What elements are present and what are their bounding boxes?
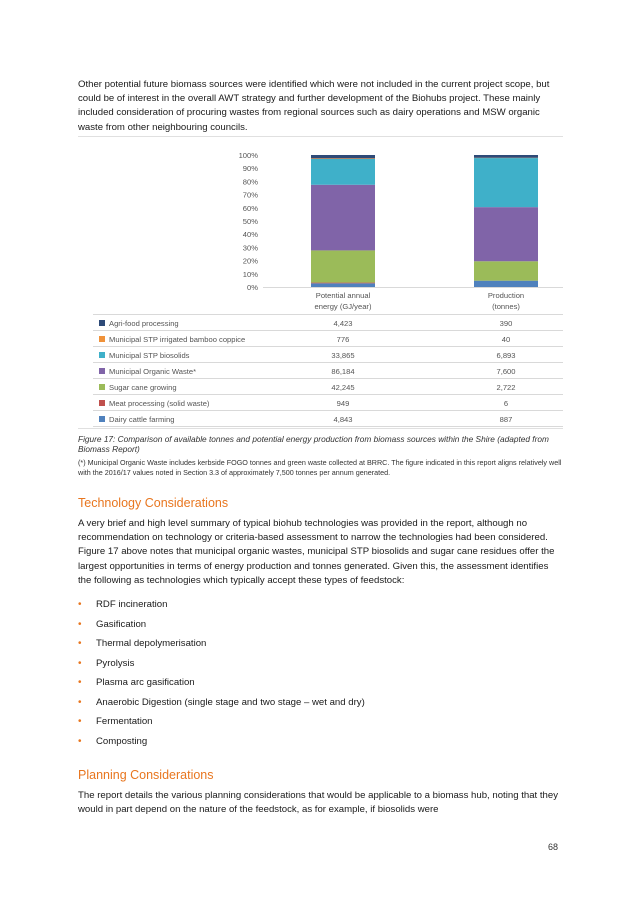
legend-swatch [99,320,105,326]
y-tick-label: 80% [242,177,258,187]
table-value: 40 [501,335,511,344]
bullet-icon: • [78,735,82,747]
bar-segment [474,207,538,261]
bullet-icon: • [78,599,82,610]
bar-segment [311,159,375,185]
x-category-label: Production [487,291,525,300]
bar-segment [311,185,375,251]
planning-heading: Planning Considerations [78,768,214,782]
bullet-icon: • [78,677,82,688]
legend-label: Dairy cattle farming [109,415,175,424]
bar-stacks [311,155,538,287]
table-value: 4,423 [333,319,353,328]
bar-segment [474,281,538,287]
legend-label: Municipal Organic Waste* [109,367,197,376]
legend-label: Sugar cane growing [109,383,177,392]
list-item: • Thermal depolymerisation [78,638,207,649]
list-item: • Pyrolysis [78,657,135,669]
list-item: • RDF incineration [78,599,168,610]
figure-caption: Figure 17: Comparison of available tonnes and potential energy production from biomass sources within the Shire (adapted from Biomass Report) [78,434,549,455]
y-tick-label: 30% [242,243,258,253]
list-item: • Fermentation [78,716,153,727]
y-tick-label: 0% [247,283,258,292]
y-tick-label: 90% [242,164,258,174]
planning-paragraph: The report details the various planning considerations that would be applicable to a biomass hub, noting that they would in part depend on the nature of the feedstock, as for example, if biosolids were [78,790,558,816]
list-item: • Anaerobic Digestion (single stage and two stage – wet and dry) [78,696,365,708]
y-tick-label: 40% [242,230,258,240]
bar-segment [474,155,538,158]
legend-swatch [99,336,105,342]
legend-swatch [99,352,105,358]
y-tick-label: 20% [242,256,258,266]
legend-swatch [99,400,105,406]
figure-footnote: (*) Municipal Organic Waste includes kerbside FOGO tonnes and green waste collected at BRRC. The figure indicated in this report aligns relatively well with the 2016/17 values noted in Section 3.3 of approximately 7,500 tonnes per annum generated. [78,458,562,477]
x-category-label: energy (GJ/year) [314,302,372,311]
x-category-label: Potential annual [315,291,371,300]
technology-paragraph: A very brief and high level summary of typical biohub technologies was provided in the report, although no recommendation on technology or criteria-based assessment to narrow the technologies had been considered. Figure 17 above notes that municipal organic wastes, municipal STP biosolids and sugar cane residues offer the largest opportunities in terms of energy production and tonnes generated. Given this, the assessment identifies the following as technologies which typically accept these types of feedstock: [78,518,555,586]
table-value: 33,865 [331,351,355,360]
bar-segment [311,155,375,158]
data-table [93,315,563,427]
table-value: 6 [503,399,509,408]
page-number: 68 [548,842,559,852]
legend-label: Municipal STP biosolids [109,351,190,360]
list-item: • Plasma arc gasification [78,677,195,688]
table-value: 887 [499,415,513,424]
chart-top-rule [78,136,563,137]
y-tick-label: 60% [242,203,258,213]
x-category-label: (tonnes) [492,302,520,311]
table-value: 390 [499,319,513,328]
legend-label: Municipal STP irrigated bamboo coppice [109,335,246,344]
legend-label: Meat processing (solid waste) [109,399,210,408]
table-value: 2,722 [496,383,516,392]
y-axis [239,151,259,292]
bar-segment [311,250,375,282]
bar-segment [311,158,375,159]
table-value: 776 [336,335,350,344]
bullet-icon: • [78,618,82,630]
x-axis [263,288,563,312]
table-value: 6,893 [496,351,516,360]
table-value: 7,600 [496,367,516,376]
table-value: 4,843 [333,415,353,424]
table-value: 86,184 [331,367,355,376]
chart-bottom-rule [78,428,563,429]
bullet-icon: • [78,716,82,727]
bullet-icon: • [78,657,82,669]
legend-swatch [99,368,105,374]
legend-swatch [99,416,105,422]
y-tick-label: 70% [242,190,258,200]
bar-segment [474,158,538,207]
bar-segment [311,283,375,287]
bar-segment [311,283,375,284]
y-tick-label: 100% [238,151,258,160]
technology-heading: Technology Considerations [78,496,229,510]
bar-segment [474,261,538,280]
table-value: 949 [336,399,350,408]
biomass-stacked-bar-chart [78,143,563,428]
table-value: 42,245 [331,383,355,392]
legend-label: Agri-food processing [109,319,179,328]
technology-list [78,598,558,754]
intro-paragraph: Other potential future biomass sources were identified which were not included in the current project scope, but could be of interest in the overall AWT strategy and further development of the Biohubs project. These mainly included consideration of procuring wastes from regional sources such as dairy operations and MSW organic waste from other neighbouring councils. [78,79,550,133]
y-tick-label: 10% [242,269,258,279]
list-item: • Gasification [78,618,147,630]
legend-swatch [99,384,105,390]
bullet-icon: • [78,696,82,708]
bullet-icon: • [78,638,82,649]
list-item: • Composting [78,735,148,747]
y-tick-label: 50% [242,217,258,226]
